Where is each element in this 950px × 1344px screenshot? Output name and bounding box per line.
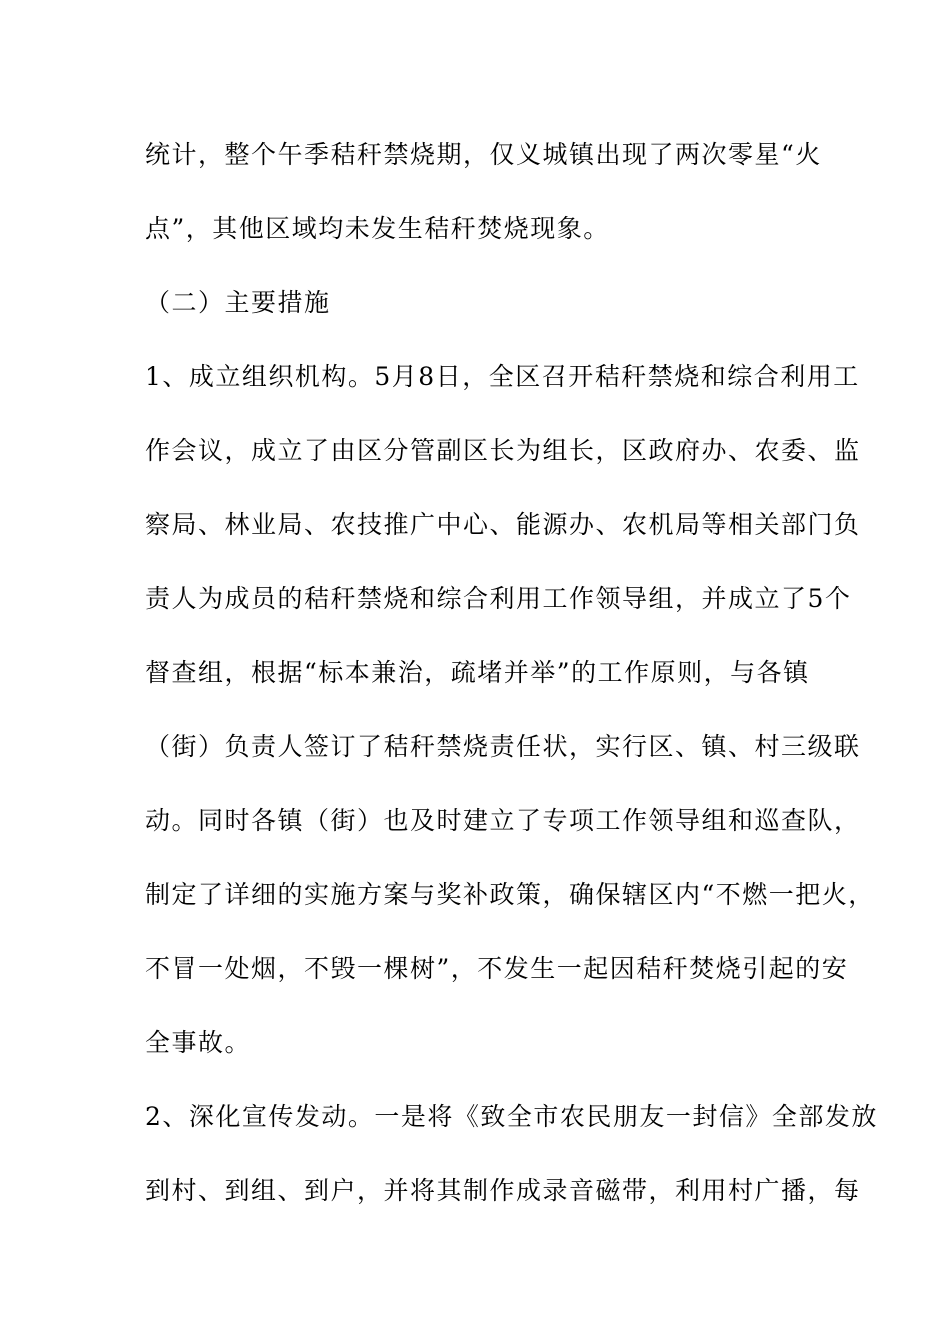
text-line: 统计，整个午季秸秆禁烧期，仅义城镇出现了两次零星“火 — [145, 140, 822, 169]
text-line: 到村、到组、到户，并将其制作成录音磁带，利用村广播，每 — [145, 1176, 861, 1205]
text-line: （街）负责人签订了秸秆禁烧责任状，实行区、镇、村三级联 — [145, 732, 861, 761]
text-line: 全事故。 — [145, 1028, 252, 1057]
section-heading: （二）主要措施 — [145, 288, 331, 317]
text-line: 察局、林业局、农技推广中心、能源办、农机局等相关部门负 — [145, 510, 861, 539]
text-line: 不冒一处烟，不毁一棵树”，不发生一起因秸秆焚烧引起的安 — [145, 954, 849, 983]
text-line: 2、深化宣传发动。一是将《致全市农民朋友一封信》全部发放 — [145, 1102, 878, 1131]
text-line: 动。同时各镇（街）也及时建立了专项工作领导组和巡查队， — [145, 806, 861, 835]
text-line: 1、成立组织机构。5月8日，全区召开秸秆禁烧和综合利用工 — [145, 362, 860, 391]
text-line: 督查组，根据“标本兼治，疏堵并举”的工作原则，与各镇 — [145, 658, 810, 687]
text-line: 制定了详细的实施方案与奖补政策，确保辖区内“不燃一把火， — [145, 880, 875, 909]
text-line: 责人为成员的秸秆禁烧和综合利用工作领导组，并成立了5个 — [145, 584, 852, 613]
text-line: 点”，其他区域均未发生秸秆焚烧现象。 — [145, 214, 610, 243]
text-line: 作会议，成立了由区分管副区长为组长，区政府办、农委、监 — [145, 436, 861, 465]
